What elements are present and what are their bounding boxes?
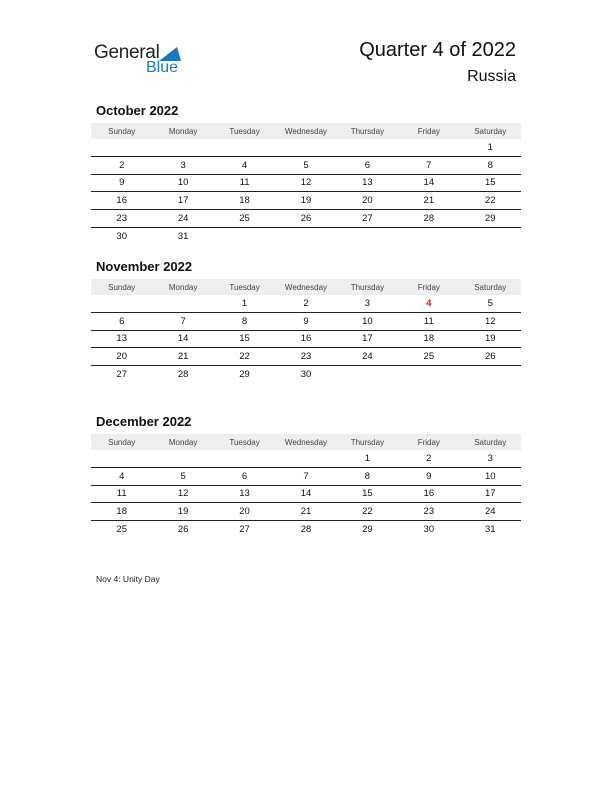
date-cell: 26 [300,213,312,225]
date-cell: 14 [423,177,435,189]
weekday-label: Tuesday [229,282,260,292]
week-row [91,192,521,210]
week-row [91,210,521,228]
weekday-label: Tuesday [229,437,260,447]
date-cell: 18 [239,195,250,207]
week-row [91,175,521,193]
weekday-label: Friday [417,282,440,292]
date-cell: 15 [484,177,496,189]
date-cell: 5 [180,470,186,482]
date-cell: 4 [241,159,248,171]
weekday-label: Monday [168,437,198,447]
date-cell: 28 [300,524,312,536]
date-cell: 25 [116,524,127,536]
date-cell: 23 [116,213,127,225]
date-cell: 15 [362,488,373,500]
weekday-label: Wednesday [284,282,328,292]
weekday-label: Friday [417,437,440,447]
date-cell: 9 [119,177,125,189]
month-title: December 2022 [96,414,192,429]
weekday-label: Tuesday [229,126,260,136]
date-cell: 16 [116,195,127,207]
week-row [91,450,521,468]
weekday-label: Sunday [108,437,136,447]
date-cell: 19 [300,195,312,207]
date-cell: 18 [423,333,435,345]
date-cell: 15 [239,333,250,345]
date-cell: 2 [303,297,309,309]
date-cell: 5 [303,159,309,171]
week-row [91,486,521,504]
date-cell: 12 [177,488,189,500]
date-cell: 13 [116,333,127,345]
week-row [91,348,521,366]
date-cell: 6 [241,470,248,482]
brand-logo [94,40,194,80]
date-cell: 20 [116,351,127,363]
date-cell: 3 [487,452,493,464]
month-calendar-december [91,414,521,538]
date-cell: 29 [362,524,373,536]
weekday-label: Friday [417,126,440,136]
date-cell: 20 [362,195,373,207]
date-cell: 21 [423,195,435,207]
date-cell: 10 [177,177,189,189]
date-cell: 27 [239,524,250,536]
date-cell: 14 [300,488,312,500]
date-cell: 12 [300,177,312,189]
date-cell: 7 [426,159,432,171]
date-cell: 2 [426,452,432,464]
date-cell: 5 [487,297,493,309]
date-cell: 1 [241,297,248,309]
week-row [91,228,521,245]
month-title: November 2022 [96,259,193,274]
weekday-label: Monday [168,282,198,292]
date-cell: 30 [116,230,127,242]
week-row [91,139,521,157]
month-title: October 2022 [96,103,179,118]
date-cell: 21 [177,351,189,363]
date-cell: 9 [303,315,309,327]
date-cell: 29 [239,369,250,381]
date-cell: 13 [239,488,250,500]
date-cell: 31 [177,230,189,242]
date-cell: 16 [423,488,435,500]
date-cell: 28 [423,213,435,225]
weekday-label: Wednesday [284,126,328,136]
week-row [91,295,521,313]
holiday-note: Nov 4: Unity Day [96,574,160,584]
month-calendar-november [91,259,521,383]
date-cell: 26 [177,524,189,536]
date-cell: 10 [362,315,373,327]
date-cell: 17 [362,333,373,345]
date-cell: 2 [119,159,125,171]
date-cell: 3 [180,159,186,171]
weekday-header-row [91,279,521,295]
weekday-label: Thursday [350,126,385,136]
date-cell: 25 [239,213,250,225]
date-cell: 12 [484,315,496,327]
date-cell: 17 [177,195,189,207]
weekday-label: Monday [168,126,198,136]
date-cell: 18 [116,506,127,518]
weekday-label: Sunday [108,126,136,136]
date-cell: 1 [487,141,493,153]
date-cell: 3 [364,297,371,309]
date-cell: 4 [119,470,125,482]
date-cell: 24 [177,213,189,225]
date-cell: 13 [362,177,373,189]
month-calendar-october [91,103,521,245]
date-cell: 8 [241,315,248,327]
date-cell: 27 [362,213,373,225]
week-row [91,331,521,349]
page-title: Quarter 4 of 2022 [359,39,516,61]
weekday-label: Wednesday [284,437,328,447]
weekday-label: Thursday [350,437,385,447]
date-cell: 22 [239,351,250,363]
brand-word-blue: Blue [146,59,179,76]
date-cell: 31 [484,524,496,536]
date-cell: 8 [364,470,371,482]
week-row [91,468,521,486]
date-cell: 14 [177,333,189,345]
weekday-label: Saturday [474,126,507,136]
date-cell: 27 [116,369,127,381]
date-cell: 9 [426,470,432,482]
date-cell: 21 [300,506,312,518]
brand-word-general: General [94,42,160,63]
date-cell: 23 [423,506,435,518]
date-cell: 30 [300,369,312,381]
date-cell: 11 [116,488,127,500]
date-cell: 29 [484,213,496,225]
weekday-label: Saturday [474,282,507,292]
date-cell: 22 [362,506,373,518]
week-row [91,521,521,538]
weekday-label: Saturday [474,437,507,447]
date-cell: 25 [423,351,435,363]
date-cell: 24 [362,351,373,363]
date-cell: 26 [484,351,496,363]
weekday-header-row [91,434,521,450]
date-cell: 28 [177,369,189,381]
country-label: Russia [467,68,516,85]
weekday-header-row [91,123,521,139]
date-cell: 7 [303,470,309,482]
date-cell: 11 [423,315,434,327]
date-cell: 19 [484,333,496,345]
date-cell: 10 [484,470,496,482]
date-cell: 19 [177,506,189,518]
date-cell: 6 [119,315,125,327]
weekday-label: Sunday [108,282,136,292]
date-cell: 1 [364,452,371,464]
week-row [91,366,521,383]
date-cell: 20 [239,506,250,518]
week-row [91,313,521,331]
weekday-label: Thursday [350,282,385,292]
date-cell: 6 [364,159,371,171]
date-cell: 8 [487,159,493,171]
date-cell: 16 [300,333,312,345]
date-cell: 30 [423,524,435,536]
week-row [91,503,521,521]
date-cell: 23 [300,351,312,363]
date-cell: 17 [484,488,496,500]
date-cell: 7 [180,315,186,327]
holiday-date-cell: 4 [426,297,432,309]
date-cell: 24 [484,506,496,518]
week-row [91,157,521,175]
date-cell: 11 [239,177,250,189]
date-cell: 22 [484,195,496,207]
